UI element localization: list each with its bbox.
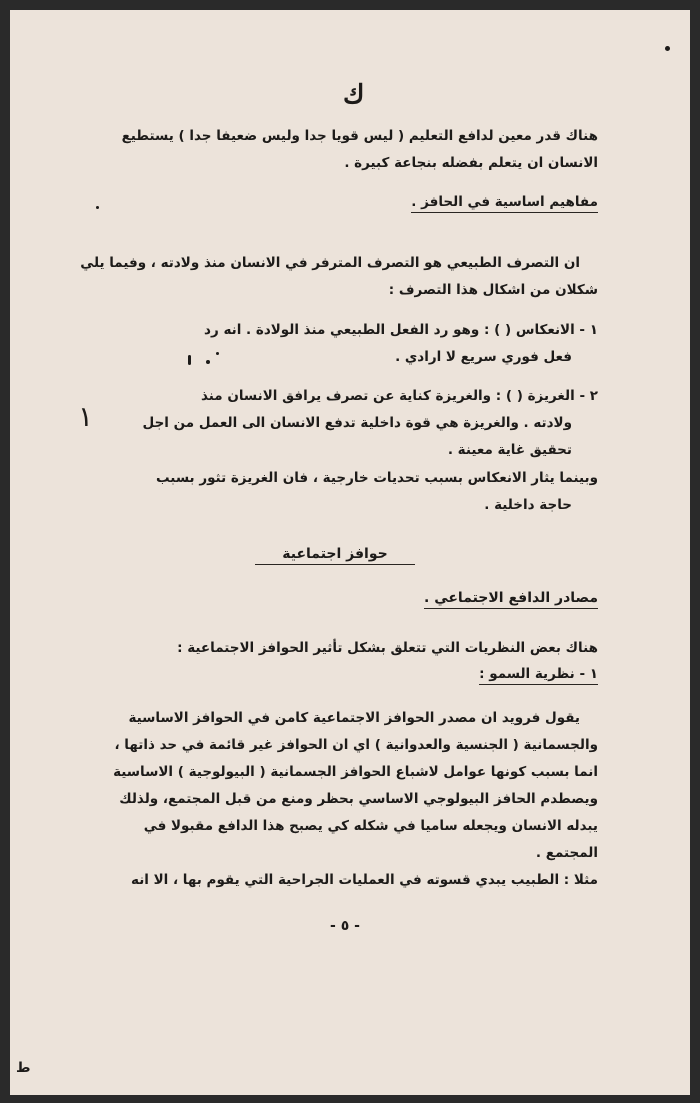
para4-line-5: يبدله الانسان ويجعله ساميا في شكله كي يصبح هذا الدافع مقبولا في	[143, 818, 598, 834]
heading-basic-concepts: مفاهيم اساسية في الحافز .	[411, 194, 598, 213]
ink-speck	[206, 360, 210, 364]
para4-line-1: يقول فرويد ان مصدر الحوافز الاجتماعية كامن في الحوافز الاساسية	[128, 710, 580, 726]
ink-speck	[665, 46, 670, 51]
heading-social-motive-sources: مصادر الدافع الاجتماعي .	[424, 590, 598, 609]
intro-line-2: الانسان ان يتعلم بفضله بنجاعة كبيرة .	[344, 155, 598, 171]
para1-line-1: ان التصرف الطبيعي هو التصرف المترفر في الانسان منذ ولادته ، وفيما يلي	[80, 255, 580, 271]
corner-mark: ط	[16, 1060, 31, 1076]
item1-line-2: فعل فوري سريع لا ارادي .	[395, 349, 572, 365]
ink-speck	[216, 352, 219, 355]
ink-speck	[188, 355, 191, 365]
para4-line-3: انما بسبب كونها عوامل لاشباع الحوافز الجسمانية ( البيولوجية ) الاساسية	[113, 764, 598, 780]
page-header-mark: ك	[343, 80, 365, 110]
item2-line-3: تحقيق غاية معينة .	[447, 442, 572, 458]
page-number: - ٥ -	[330, 918, 360, 934]
para4-line-7: مثلا : الطبيب يبدي قسوته في العمليات الجراحية التي يقوم بها ، الا انه	[131, 872, 598, 888]
margin-handwritten-mark: ١	[78, 400, 94, 433]
para4-line-4: ويصطدم الحافز البيولوجي الاساسي بحظر ومنع من قبل المجتمع، ولذلك	[119, 791, 598, 807]
para4-line-2: والجسمانية ( الجنسية والعدوانية ) اي ان الحوافز غير قائمة في حد ذاتها ،	[114, 737, 598, 753]
item3-sublimation-theory: ١ - نظرية السمو :	[479, 666, 598, 685]
para4-line-6: المجتمع .	[535, 845, 598, 861]
item1-line-1: ١ - الانعكاس ( ) : وهو رد الفعل الطبيعي منذ الولادة . انه رد	[204, 322, 598, 338]
heading-social-motives: حوافز اجتماعية	[255, 546, 415, 565]
para3: هناك بعض النظريات التي تتعلق بشكل تأثير الحوافز الاجتماعية :	[177, 640, 598, 656]
intro-line-1: هناك قدر معين لدافع التعليم ( ليس قويا جدا وليس ضعيفا جدا ) يستطيع	[121, 128, 598, 144]
para2-line-2: حاجة داخلية .	[484, 497, 572, 513]
item2-line-2: ولادته . والغريزة هي قوة داخلية تدفع الانسان الى العمل من اجل	[142, 415, 572, 431]
document-page	[10, 10, 690, 1095]
item2-line-1: ٢ - الغريزة ( ) : والغريزة كناية عن تصرف يرافق الانسان منذ	[200, 388, 598, 404]
para1-line-2: شكلان من اشكال هذا التصرف :	[388, 282, 598, 298]
para2-line-1: وبينما يثار الانعكاس بسبب تحديات خارجية ، فان الغريزة تثور بسبب	[156, 470, 598, 486]
ink-speck	[96, 206, 99, 209]
